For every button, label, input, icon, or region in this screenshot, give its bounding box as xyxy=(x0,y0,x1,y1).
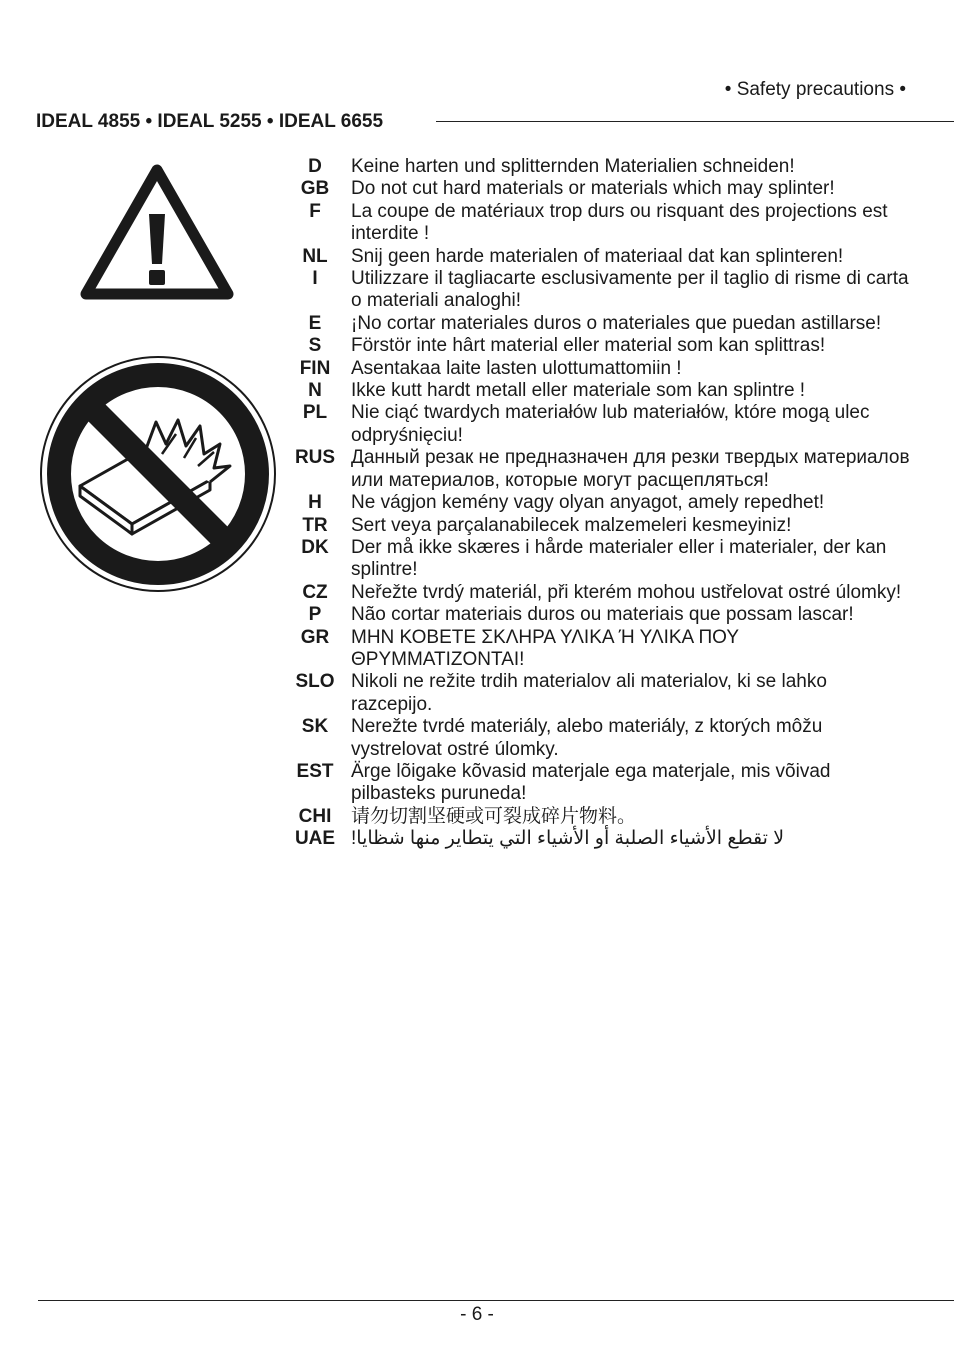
language-row-p xyxy=(292,604,912,626)
language-row-sk xyxy=(292,716,912,761)
language-row-fin xyxy=(292,358,912,380)
language-code: N xyxy=(308,380,322,402)
language-text: Asentakaa laite lasten ulottumattomiin ! xyxy=(351,357,682,379)
language-row-gb xyxy=(292,178,912,200)
language-row-gr xyxy=(292,627,912,672)
language-code: E xyxy=(308,312,322,334)
language-code: FIN xyxy=(299,357,331,379)
language-list xyxy=(292,156,912,851)
language-code: EST xyxy=(296,760,334,782)
language-text: لا تقطع الأشياء الصلبة أو الأشياء التي يتطاير منها شظايا! xyxy=(351,828,785,850)
footer-rule xyxy=(38,1300,954,1301)
language-code: CHI xyxy=(298,805,332,827)
language-text: Der må ikke skæres i hårde materialer eller i materialer, der kan splintre! xyxy=(351,536,887,581)
language-text: La coupe de matériaux trop durs ou risquant des projections est interdite ! xyxy=(351,200,888,245)
section-label: • Safety precautions • xyxy=(724,79,906,100)
language-text: Ne vágjon kemény vagy olyan anyagot, amely repedhet! xyxy=(351,492,825,514)
language-text: Ikke kutt hardt metall eller materiale som kan splintre ! xyxy=(351,380,806,402)
language-row-e xyxy=(292,313,912,335)
language-code: SLO xyxy=(295,671,335,693)
language-text: Utilizzare il tagliacarte esclusivamente per il taglio di risme di carta o materiali analoghi! xyxy=(351,268,909,312)
language-row-tr xyxy=(292,515,912,537)
language-row-h xyxy=(292,492,912,514)
language-code: S xyxy=(308,335,322,357)
language-text: Neřežte tvrdý materiál, při kterém mohou ustřelovat ostré úlomky! xyxy=(351,581,902,603)
header-rule xyxy=(436,121,954,122)
language-code: GB xyxy=(300,178,330,200)
language-code: TR xyxy=(302,514,328,536)
warning-triangle-icon xyxy=(78,158,236,304)
language-code: I xyxy=(312,268,318,290)
language-text: Förstör inte hârt material eller material som kan splittras! xyxy=(351,335,826,357)
language-text: Nerežte tvrdé materiály, alebo materiály, z ktorých môžu vystrelovat ostré úlomky. xyxy=(351,716,823,760)
no-hard-materials-icon xyxy=(38,354,278,594)
language-row-est xyxy=(292,761,912,806)
language-row-s xyxy=(292,335,912,357)
language-code: NL xyxy=(302,245,328,267)
language-code: SK xyxy=(301,716,329,738)
language-row-n xyxy=(292,380,912,402)
language-row-uae xyxy=(292,828,912,850)
language-code: CZ xyxy=(302,581,328,603)
language-text: ¡No cortar materiales duros o materiales que puedan astillarse! xyxy=(351,312,882,334)
language-row-rus xyxy=(292,447,912,492)
language-code: RUS xyxy=(294,447,336,469)
language-code: UAE xyxy=(294,828,336,850)
language-code: F xyxy=(309,200,321,222)
language-code: DK xyxy=(301,536,329,558)
page-number: - 6 - xyxy=(460,1304,494,1325)
language-text: Keine harten und splitternden Materialien schneiden! xyxy=(351,156,795,177)
language-text: Não cortar materiais duros ou materiais que possam lascar! xyxy=(351,604,854,626)
language-row-chi xyxy=(292,806,912,828)
language-code: PL xyxy=(302,402,328,424)
language-row-f xyxy=(292,201,912,246)
language-row-slo xyxy=(292,671,912,716)
language-text: Nie ciąć twardych materiałów lub materiałów, które mogą ulec odpryśnięciu! xyxy=(351,402,870,446)
language-code: H xyxy=(308,492,322,514)
language-row-nl xyxy=(292,246,912,268)
language-text: Snij geen harde materialen of materiaal dat kan splinteren! xyxy=(351,245,844,267)
language-code: GR xyxy=(300,626,330,648)
language-text: Данный резак не предназначен для резки твердых материалов или материалов, которые могут расщепляться! xyxy=(351,447,910,491)
language-row-d xyxy=(292,156,912,178)
language-text: Do not cut hard materials or materials which may splinter! xyxy=(351,178,835,200)
language-text: ΜΗΝ ΚΟΒΕΤΕ ΣΚΛΗΡΑ ΥΛΙΚΑ Ή ΥΛΙΚΑ ΠΟΥ ΘΡΥΜΜΑΤΙΖΟΝΤΑΙ! xyxy=(351,626,739,670)
language-text: Nikoli ne režite trdih materialov ali materialov, ki se lahko razcepijo. xyxy=(351,671,827,715)
language-text: Sert veya parçalanabilecek malzemeleri kesmeyiniz! xyxy=(351,514,792,536)
language-text: Ärge lõigake kõvasid materjale ega materjale, mis võivad pilbasteks puruneda! xyxy=(351,760,831,805)
language-code: D xyxy=(308,156,322,177)
language-code: P xyxy=(308,604,322,626)
language-text: 请勿切割坚硬或可裂成碎片物料。 xyxy=(351,805,637,827)
language-row-i xyxy=(292,268,912,313)
language-row-dk xyxy=(292,537,912,582)
language-row-pl xyxy=(292,402,912,447)
model-names: IDEAL 4855 • IDEAL 5255 • IDEAL 6655 xyxy=(36,111,384,132)
language-row-cz xyxy=(292,582,912,604)
